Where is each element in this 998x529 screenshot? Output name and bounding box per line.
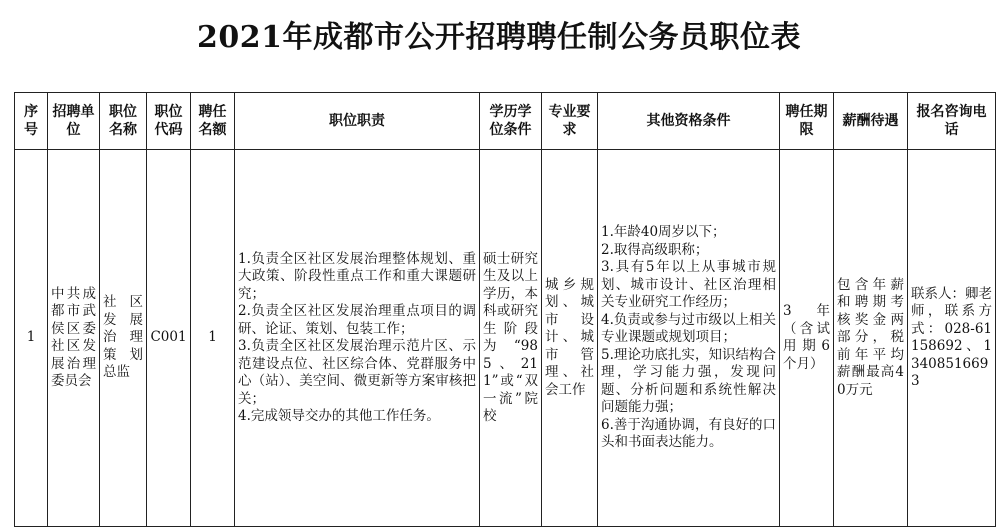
header-cell: 报名咨询电话 bbox=[908, 93, 996, 150]
duty-item: 1.负责全区社区发展治理整体规划、重大政策、阶段性重点工作和重大课题研究； bbox=[238, 250, 476, 302]
duties-cell bbox=[235, 150, 480, 527]
other-cell bbox=[598, 150, 780, 527]
education-cell: 硕士研究生及以上学历，本科或研究生阶段为“985、211”或“双一流”院校 bbox=[480, 150, 542, 527]
requirement-item: 1.年龄40周岁以下； bbox=[601, 224, 726, 241]
header-cell: 薪酬待遇 bbox=[834, 93, 908, 150]
header-cell: 招聘单位 bbox=[48, 93, 100, 150]
header-cell: 职位职责 bbox=[235, 93, 480, 150]
table-row bbox=[15, 150, 996, 527]
page-title: 2021年成都市公开招聘聘任制公务员职位表 bbox=[197, 20, 801, 55]
contact-cell: 联系人：卿老师，联系方式：028-61158692、13408516693 bbox=[908, 150, 996, 527]
header-cell: 聘任期限 bbox=[780, 93, 834, 150]
unit-cell: 中共成都市武侯区委社区发展治理委员会 bbox=[48, 150, 100, 527]
code-cell: C001 bbox=[147, 150, 191, 527]
index-cell: 1 bbox=[15, 150, 48, 527]
header-cell: 职位代码 bbox=[147, 93, 191, 150]
header-row bbox=[15, 93, 996, 150]
major-cell: 城乡规划、城市设计、城市管理、社会工作 bbox=[542, 150, 598, 527]
term-cell: 3年（含试用期6个月） bbox=[780, 150, 834, 527]
salary-cell: 包含年薪和聘期考核奖金两部分，税前年平均薪酬最高40万元 bbox=[834, 150, 908, 527]
header-cell: 学历学位条件 bbox=[480, 93, 542, 150]
duty-item: 3.负责全区社区发展治理示范片区、示范建设点位、社区综合体、党群服务中心（站）、美空间、微更新等方案审核把关； bbox=[238, 338, 476, 407]
requirement-item: 3.具有5年以上从事城市规划、城市设计、社区治理相关专业研究工作经历； bbox=[601, 259, 776, 311]
header-cell: 职位名称 bbox=[100, 93, 147, 150]
requirement-item: 5.理论功底扎实，知识结构合理，学习能力强，发现问题、分析问题和系统性解决问题能力强； bbox=[601, 346, 776, 416]
requirement-item: 2.取得高级职称； bbox=[601, 241, 709, 258]
quota-cell: 1 bbox=[191, 150, 235, 527]
duty-item: 4.完成领导交办的其他工作任务。 bbox=[238, 408, 440, 424]
header-cell: 序号 bbox=[15, 93, 48, 150]
header-cell: 聘任名额 bbox=[191, 93, 235, 150]
requirement-item: 4.负责或参与过市级以上相关专业课题或规划项目； bbox=[601, 311, 776, 346]
position-cell: 社区发展治理策划总监 bbox=[100, 150, 147, 527]
duty-item: 2.负责全区社区发展治理重点项目的调研、论证、策划、包装工作； bbox=[238, 303, 476, 337]
position-table bbox=[14, 92, 996, 527]
header-cell: 其他资格条件 bbox=[598, 93, 780, 150]
requirement-item: 6.善于沟通协调，有良好的口头和书面表达能力。 bbox=[601, 416, 776, 451]
header-cell: 专业要求 bbox=[542, 93, 598, 150]
